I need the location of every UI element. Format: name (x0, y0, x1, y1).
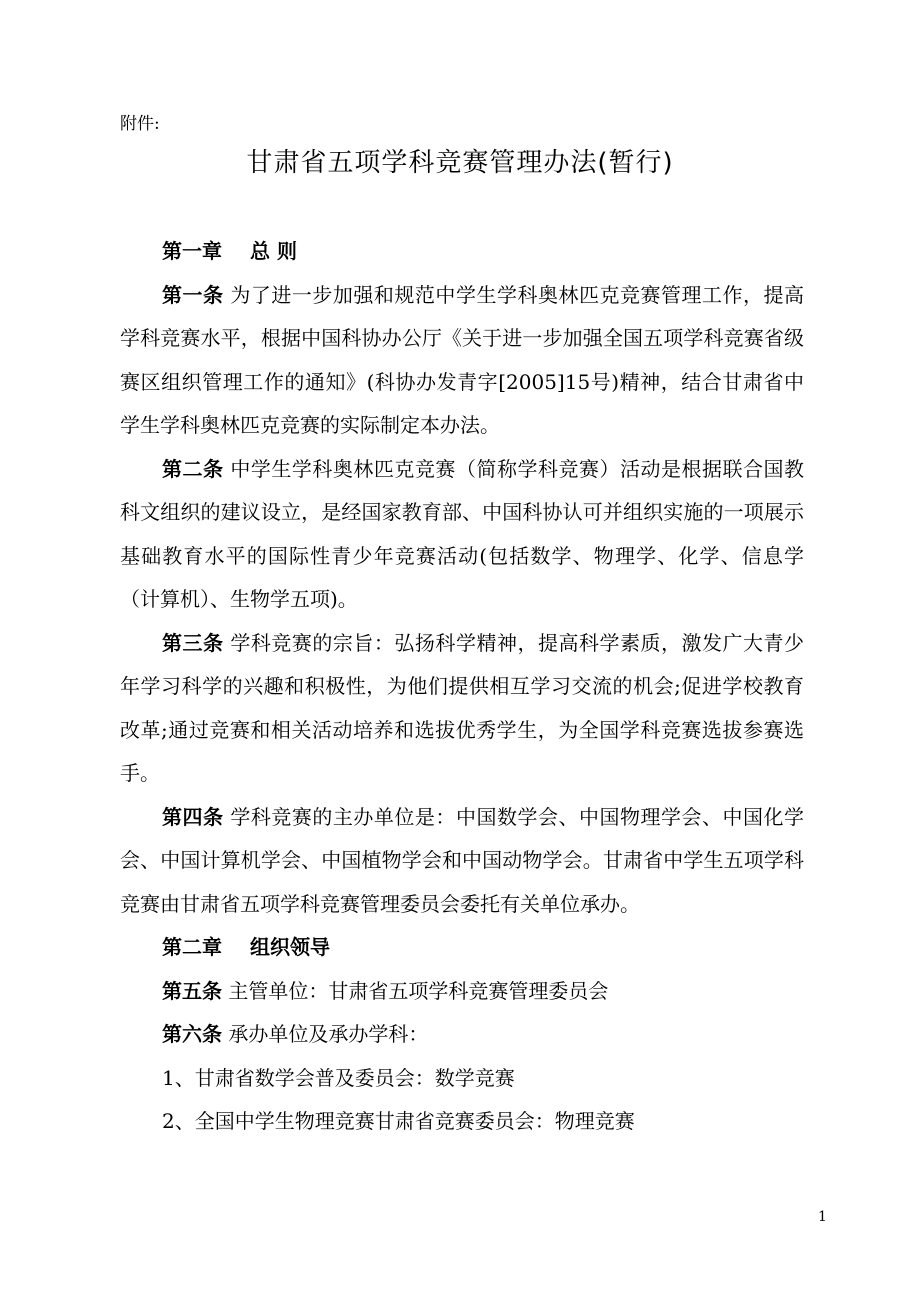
article-label: 第三条 (162, 630, 224, 655)
document-title: 甘肃省五项学科竞赛管理办法(暂行) (246, 148, 674, 178)
article-label: 第一条 (162, 282, 224, 307)
article-label: 第四条 (162, 804, 224, 829)
list-item: 2、全国中学生物理竞赛甘肃省竞赛委员会：物理竞赛 (162, 1109, 635, 1133)
article-text: 主管单位：甘肃省五项学科竞赛管理委员会 (228, 978, 609, 1003)
attachment-label: 附件: (120, 114, 160, 134)
article-3 (120, 622, 804, 796)
article-text: 中学生学科奥林匹克竞赛（简称学科竞赛）活动是根据联合国教科文组织的建议设立，是经国家教育部、中国科协认可并组织实施的一项展示基础教育水平的国际性青少年竞赛活动(包括数学、物理学、化学、信息学（计算机）、生物学五项)。 (120, 456, 805, 611)
list-item: 1、甘肃省数学会普及委员会：数学竞赛 (162, 1065, 515, 1090)
article-label: 第二条 (162, 456, 224, 481)
article-2 (120, 448, 804, 622)
chapter-number: 第一章 (162, 239, 222, 263)
chapter-name: 总 则 (250, 239, 297, 263)
article-text: 为了进一步加强和规范中学生学科奥林匹克竞赛管理工作，提高学科竞赛水平，根据中国科协办公厅《关于进一步加强全国五项学科竞赛省级赛区组织管理工作的通知》(科协办发青字[2005]15号)精神，结合甘肃省中学生学科奥林匹克竞赛的实际制定本办法。 (120, 282, 805, 437)
article-text: 承办单位及承办学科： (228, 1022, 429, 1046)
chapter-number: 第二章 (162, 935, 222, 959)
article-1 (120, 274, 804, 448)
chapter-heading-1 (120, 230, 804, 274)
article-text: 学科竞赛的主办单位是：中国数学会、中国物理学会、中国化学会、中国计算机学会、中国植物学会和中国动物学会。甘肃省中学生五项学科竞赛由甘肃省五项学科竞赛管理委员会委托有关单位承办。 (120, 804, 805, 916)
article-text: 学科竞赛的宗旨：弘扬科学精神，提高科学素质，激发广大青少年学习科学的兴趣和积极性，为他们提供相互学习交流的机会;促进学校教育改革;通过竞赛和相关活动培养和选拔优秀学生，为全国学科竞赛选拔参赛选手。 (120, 630, 805, 785)
chapter-heading-2 (120, 926, 804, 970)
page-number: 1 (818, 1209, 827, 1225)
article-4 (120, 796, 804, 927)
document-body (120, 230, 804, 1144)
article-label: 第五条 (162, 978, 222, 1003)
chapter-name: 组织领导 (250, 935, 330, 959)
article-5 (120, 970, 804, 1014)
article-label: 第六条 (162, 1022, 222, 1046)
article-6 (120, 1013, 804, 1057)
